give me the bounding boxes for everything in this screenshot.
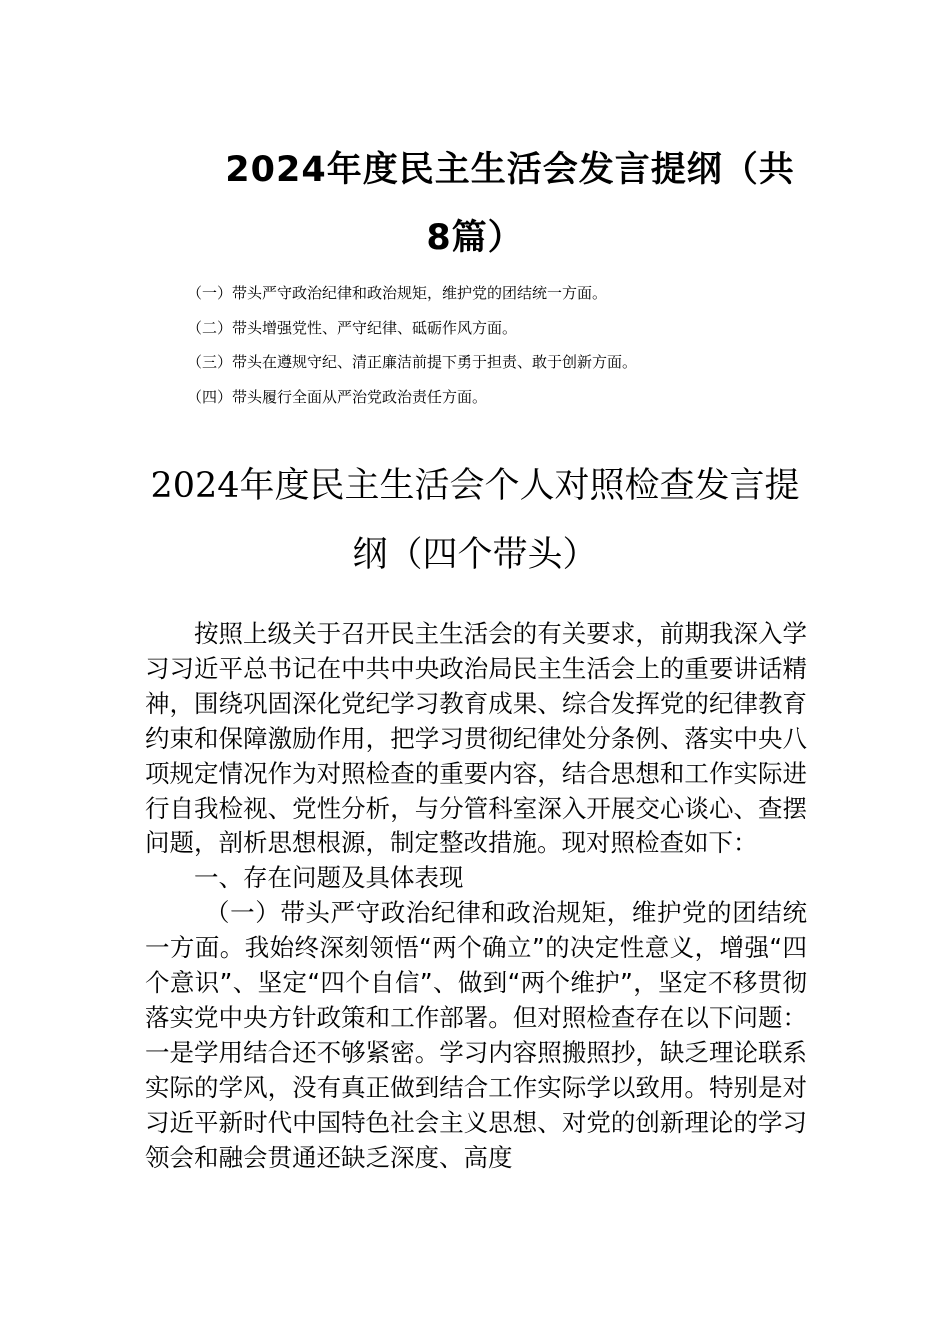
outline-item: （一）带头严守政治纪律和政治规矩，维护党的团结统一方面。: [187, 284, 608, 302]
outline-item: （四）带头履行全面从严治党政治责任方面。: [187, 387, 488, 406]
heading-1: 一、存在问题及具体表现: [194, 863, 464, 893]
sub-paragraph: （一）带头严守政治纪律和政治规矩，维护党的团结统一方面。我始终深刻领悟“两个确立”的决定性意义，增强“四个意识”、坚定“四个自信”、做到“两个维护”，坚定不移贯彻落实党中央方针政策和工作部署。但对照检查存在以下问题：一是学用结合还不够紧密。学习内容照搬照抄，缺乏理论联系实际的学风，没有真正做到结合工作实际学以致用。特别是对习近平新时代中国特色社会主义思想、对党的创新理论的学习领会和融会贯通还缺乏深度、高度: [145, 898, 807, 1172]
outline-list: [187, 276, 637, 414]
intro-paragraph: 按照上级关于召开民主生活会的有关要求，前期我深入学习习近平总书记在中共中央政治局民主生活会上的重要讲话精神，围绕巩固深化党纪学习教育成果、综合发挥党的纪律教育约束和保障激励作用，把学习贯彻纪律处分条例、落实中央八项规定情况作为对照检查的重要内容，结合思想和工作实际进行自我检视、党性分析，与分管科室深入开展交心谈心、查摆问题，剖析思想根源，制定整改措施。现对照检查如下：: [145, 619, 807, 858]
section-title-line1: 2024年度民主生活会个人对照检查发言提: [150, 466, 800, 506]
outline-item: （二）带头增强党性、严守纪律、砥砺作风方面。: [187, 318, 518, 337]
section-title-line2: 纲（四个带头）: [352, 535, 598, 575]
body-text: [145, 617, 807, 1176]
main-title-line1: 2024年度民主生活会发言提纲（共: [225, 150, 795, 190]
main-title-line2: 8篇）: [426, 218, 524, 258]
outline-item: （三）带头在遵规守纪、清正廉洁前提下勇于担责、敢于创新方面。: [187, 353, 638, 371]
